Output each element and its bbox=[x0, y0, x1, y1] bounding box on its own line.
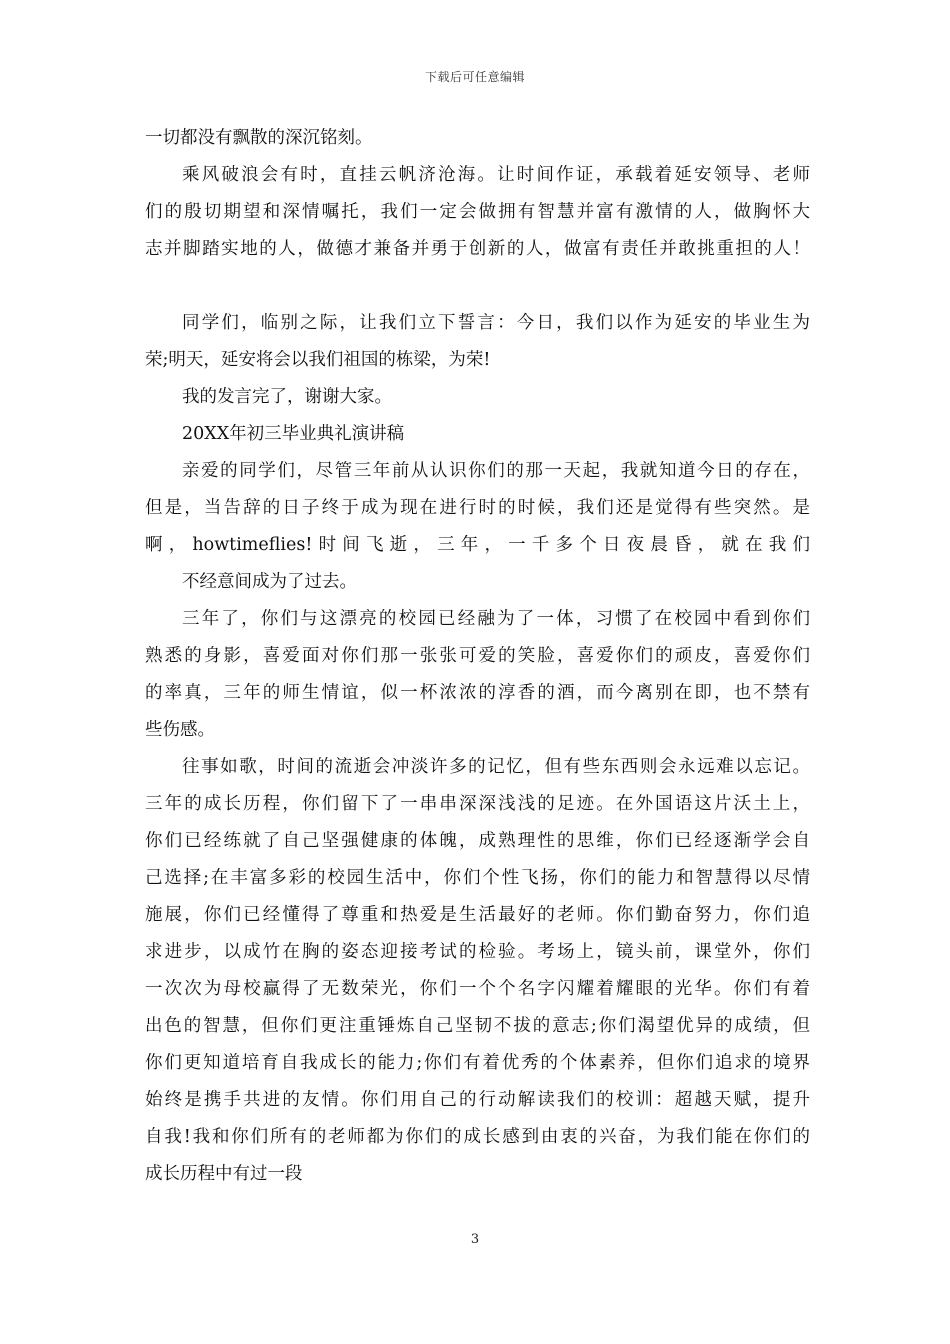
speech-title: 20XX年初三毕业典礼演讲稿 bbox=[182, 424, 405, 444]
text-line: 同学们，临别之际，让我们立下誓言：今日，我们以作为延安的毕业生为 bbox=[182, 313, 810, 333]
paragraph-gap bbox=[145, 268, 810, 305]
text-line: 求进步，以成竹在胸的姿态迎接考试的检验。考场上，镜头前，课堂外，你们 bbox=[145, 942, 810, 962]
page-header: 下载后可任意编辑 bbox=[424, 70, 525, 84]
text-line: 自我!我和你们所有的老师都为你们的成长感到由衷的兴奋，为我们能在你们的 bbox=[145, 1127, 810, 1147]
text-line: 们的殷切期望和深情嘱托，我们一定会做拥有智慧并富有激情的人，做胸怀大 bbox=[145, 202, 810, 222]
text-line: 己选择;在丰富多彩的校园生活中，你们个性飞扬，你们的能力和智慧得以尽情 bbox=[145, 868, 810, 888]
text-line: 些伤感。 bbox=[145, 720, 215, 740]
page-number: 3 bbox=[470, 1232, 480, 1247]
text-line: 但是，当告辞的日子终于成为现在进行时的时候，我们还是觉得有些突然。是 bbox=[145, 498, 810, 518]
text-line: 施展，你们已经懂得了尊重和热爱是生活最好的老师。你们勤奋努力，你们追 bbox=[145, 905, 810, 925]
text-line: 啊，howtimeflies!时间飞逝，三年，一千多个日夜晨昏，就在我们 bbox=[145, 535, 810, 555]
text-line: 三年了，你们与这漂亮的校园已经融为了一体，习惯了在校园中看到你们 bbox=[182, 609, 810, 629]
text-line: 乘风破浪会有时，直挂云帆济沧海。让时间作证，承载着延安领导、老师 bbox=[182, 165, 810, 185]
text-line: 三年的成长历程，你们留下了一串串深深浅浅的足迹。在外国语这片沃土上， bbox=[145, 794, 810, 814]
text-line: 一切都没有飘散的深沉铭刻。 bbox=[145, 128, 373, 148]
text-line: 亲爱的同学们，尽管三年前从认识你们的那一天起，我就知道今日的存在， bbox=[182, 461, 810, 481]
text-line: 你们更知道培育自我成长的能力;你们有着优秀的个体素养，但你们追求的境界 bbox=[145, 1053, 810, 1073]
text-line: 的率真，三年的师生情谊，似一杯浓浓的淳香的酒，而今离别在即，也不禁有 bbox=[145, 683, 810, 703]
text-line: 往事如歌，时间的流逝会冲淡许多的记忆，但有些东西则会永远难以忘记。 bbox=[182, 757, 810, 777]
document-body bbox=[145, 120, 810, 1193]
text-line: 荣;明天，延安将会以我们祖国的栋梁，为荣! bbox=[145, 350, 491, 370]
text-line: 始终是携手共进的友情。你们用自己的行动解读我们的校训：超越天赋，提升 bbox=[145, 1090, 810, 1110]
text-line: 不经意间成为了过去。 bbox=[182, 572, 357, 592]
text-line: 你们已经练就了自己坚强健康的体魄，成熟理性的思维，你们已经逐渐学会自 bbox=[145, 831, 810, 851]
text-line: 出色的智慧，但你们更注重锤炼自己坚韧不拔的意志;你们渴望优异的成绩，但 bbox=[145, 1016, 810, 1036]
text-line: 我的发言完了，谢谢大家。 bbox=[182, 387, 392, 407]
text-line: 成长历程中有过一段 bbox=[145, 1164, 303, 1184]
text-line: 志并脚踏实地的人，做德才兼备并勇于创新的人，做富有责任并敢挑重担的人！ bbox=[145, 239, 810, 259]
text-line: 熟悉的身影，喜爱面对你们那一张张可爱的笑脸，喜爱你们的顽皮，喜爱你们 bbox=[145, 646, 810, 666]
text-line: 一次次为母校赢得了无数荣光，你们一个个名字闪耀着耀眼的光华。你们有着 bbox=[145, 979, 810, 999]
